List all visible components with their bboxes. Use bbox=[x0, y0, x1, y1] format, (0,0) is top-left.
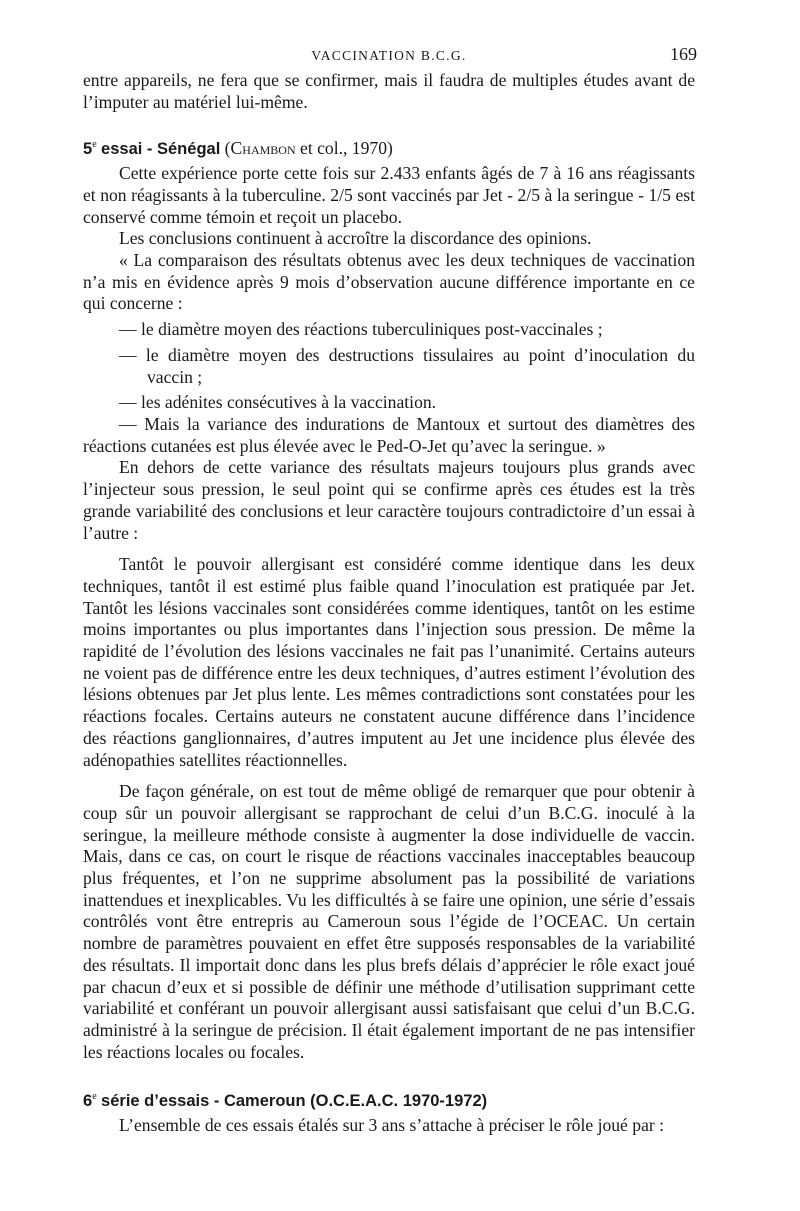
paragraph-quote: « La comparaison des résultats obtenus avec les deux techniques de vaccination n’a mis en évidence après 9 mois d’observation aucune différence importante en ce qui concerne : bbox=[83, 250, 695, 314]
dash-item: — les adénites consécutives à la vaccination. bbox=[119, 392, 437, 413]
running-title: VACCINATION B.C.G. bbox=[311, 48, 467, 63]
page-number: 169 bbox=[670, 44, 697, 64]
paragraph: Les conclusions continuent à accroître la discordance des opinions. bbox=[119, 228, 592, 249]
paragraph: L’ensemble de ces essais étalés sur 3 ans s’attache à préciser le rôle joué par : bbox=[119, 1115, 665, 1136]
paragraph: En dehors de cette variance des résultats majeurs toujours plus grands avec l’injecteur sous pression, le seul point qui se confirme après ces études est la très grande variabilité des conclusions et leur caractère toujours contradictoire d’un essai à l’autre : bbox=[83, 457, 695, 543]
section-heading-6 bbox=[83, 1085, 695, 1113]
citation-author: Chambon bbox=[230, 138, 296, 159]
section-heading-5 bbox=[83, 133, 695, 161]
page-header bbox=[83, 40, 695, 70]
paragraph-continuation: entre appareils, ne fera que se confirmer, mais il faudra de multiples études avant de l’imputer au matériel lui-même. bbox=[83, 70, 695, 112]
section-title: essai - Sénégal bbox=[101, 140, 221, 159]
paragraph: Cette expérience porte cette fois sur 2.433 enfants âgés de 7 à 16 ans réagissants et non réagissants à la tuberculine. 2/5 sont vaccinés par Jet - 2/5 à la seringue - 1/5 est conservé comme témoin et reçoit un placebo. bbox=[83, 163, 695, 227]
section-ordinal: e bbox=[92, 139, 97, 151]
section-number: 5 bbox=[83, 140, 93, 159]
section-ordinal: e bbox=[92, 1091, 97, 1103]
section-number: 6 bbox=[83, 1092, 93, 1111]
citation-rest: et col., 1970) bbox=[295, 138, 393, 159]
dash-item: — Mais la variance des indurations de Mantoux et surtout des diamètres des réactions cutanées est plus élevée avec le Ped-O-Jet qu’avec la seringue. » bbox=[83, 414, 695, 456]
paragraph: De façon générale, on est tout de même obligé de remarquer que pour obtenir à coup sûr un pouvoir allergisant se rapprochant de celui d’un B.C.G. inoculé à la seringue, la meilleure méthode consiste à augmenter la dose individuelle de vaccin. Mais, dans ce cas, on court le risque de réactions vaccinales inacceptables beaucoup plus fréquentes, et l’on ne supprime absolument pas la possibilité de variations inattendues et inexplicables. Vu les difficultés à se faire une opinion, une série d’essais contrôlés vont être entrepris au Cameroun sous l’égide de l’OCEAC. Un certain nombre de paramètres pouvaient en effet être supposés responsables de la variabilité des résultats. Il importait donc dans les plus brefs délais d’apprécier le rôle exact joué par chacun d’eux et si possible de définir une méthode d’utilisation supprimant cette variabilité et conférant un pouvoir allergisant aussi satisfaisant que celui d’un B.C.G. administré à la seringue de précision. Il était également important de ne pas intensifier les réactions locales ou focales. bbox=[83, 781, 695, 1062]
document-page bbox=[83, 40, 695, 1137]
dash-item: — le diamètre moyen des destructions tissulaires au point d’inoculation du vaccin ; bbox=[119, 344, 695, 387]
dash-item: — le diamètre moyen des réactions tuberculiniques post-vaccinales ; bbox=[119, 319, 603, 340]
section-title: série d’essais - Cameroun (O.C.E.A.C. 1970-1972) bbox=[101, 1092, 488, 1111]
paragraph: Tantôt le pouvoir allergisant est considéré comme identique dans les deux techniques, tantôt il est estimé plus faible quand l’inoculation est pratiquée par Jet. Tantôt les lésions vaccinales sont considérées comme identiques, tantôt on les estime moins importantes ou plus importantes dans l’injection sous pression. De même la rapidité de l’évolution des lésions vaccinales ne fait pas l’unanimité. Certains auteurs ne voient pas de différence entre les deux techniques, d’autres estiment l’évolution des lésions obtenues par Jet plus lente. Les mêmes contradictions sont constatées pour les réactions focales. Certains auteurs ne constatent aucune différence dans l’incidence des réactions ganglionnaires, d’autres imputent au Jet une incidence plus élevée des adénopathies satellites réactionnelles. bbox=[83, 554, 695, 770]
citation-open: ( bbox=[220, 138, 231, 159]
